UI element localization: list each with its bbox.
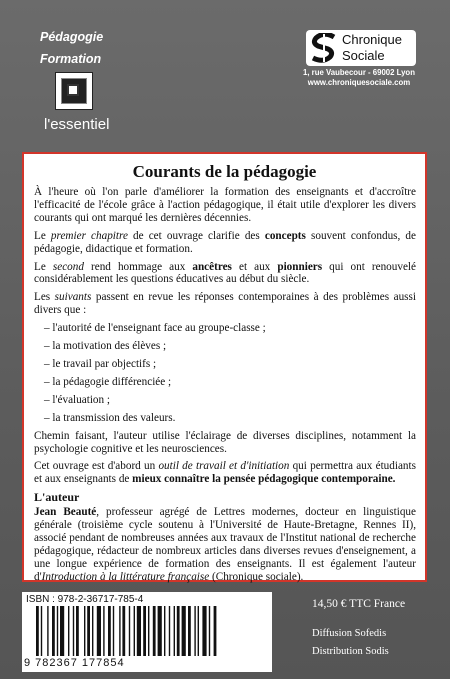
paragraph-purpose: Cet ouvrage est d'abord un outil de travail et d'initiation qui permettra aux étudiants et aux enseignants de mieux connaître la pensée pédagogique contemporaine. <box>34 460 416 486</box>
paragraph-disciplines: Chemin faisant, l'auteur utilise l'éclairage de diverses disciplines, notamment la psychologie cognitive et les neurosciences. <box>34 429 416 455</box>
collection-logo-icon <box>55 72 93 110</box>
publisher-mark-icon <box>310 33 338 63</box>
paragraph-second-chapter: Le second rend hommage aux ancêtres et aux pionniers qui ont renouvelé considérablement les questions éducatives au début du siècle. <box>34 260 416 286</box>
paragraph-first-chapter: Le premier chapitre de cet ouvrage clarifie des concepts souvent confondus, de pédagogie, didactique et formation. <box>34 229 416 255</box>
barcode-icon <box>36 606 266 656</box>
barcode-digits: 9 782367 177854 <box>24 657 125 669</box>
summary-text <box>34 186 416 589</box>
publisher-website: www.chroniquesociale.com <box>307 78 411 87</box>
series-line-pedagogie: Pédagogie <box>40 30 104 44</box>
list-item: – la pédagogie différenciée ; <box>44 375 172 388</box>
list-item: – l'autorité de l'enseignant face au groupe-classe ; <box>44 322 266 335</box>
series-label <box>40 26 103 70</box>
publisher-address: 1, rue Vaubecour - 69002 Lyon www.chroniquesociale.com <box>300 68 418 88</box>
list-item: – la transmission des valeurs. <box>44 411 176 424</box>
book-title: Courants de la pédagogie <box>132 162 317 181</box>
list-item: – l'évaluation ; <box>44 393 111 406</box>
list-item: – la motivation des élèves ; <box>44 340 167 353</box>
publisher-name: Chronique Sociale <box>342 32 402 63</box>
publisher-logo <box>306 30 416 66</box>
barcode-area <box>22 592 272 672</box>
author-heading: L'auteur <box>34 490 80 505</box>
paragraph-intro: À l'heure où l'on parle d'améliorer la formation des enseignants et d'accroître l'efficacité de l'école grâce à l'action pédagogique, il était utile d'explorer les divers courants qui ont marqué les dernières décennies. <box>34 186 416 224</box>
summary-panel <box>22 152 427 582</box>
isbn-label: ISBN : 978-2-36717-785-4 <box>26 594 144 605</box>
topics-list <box>34 322 416 424</box>
collection-name: l'essentiel <box>44 116 110 133</box>
series-line-formation: Formation <box>40 52 102 66</box>
author-bio: Jean Beauté, professeur agrégé de Lettres modernes, docteur en linguistique générale (troisième cycle soutenu à l'Université de Haute-Bretagne, Rennes II), associé pendant de nombreuses années aux travaux de l'Institut national de recherche pédagogique, rédacteur de nombreux articles dans diverses revues d'enseignement, a une longue expérience de formation des enseignants. Il est également l'auteur d'Introduction à la littérature française (Chronique sociale). <box>34 506 416 583</box>
price: 14,50 € TTC France <box>312 598 406 610</box>
distribution-label: Distribution Sodis <box>312 646 389 657</box>
list-item: – le travail par objectifs ; <box>44 357 157 370</box>
paragraph-following-chapters: Les suivants passent en revue les réponses contemporaines à des problèmes aussi divers que : <box>34 291 416 317</box>
diffusion-label: Diffusion Sofedis <box>312 628 387 639</box>
